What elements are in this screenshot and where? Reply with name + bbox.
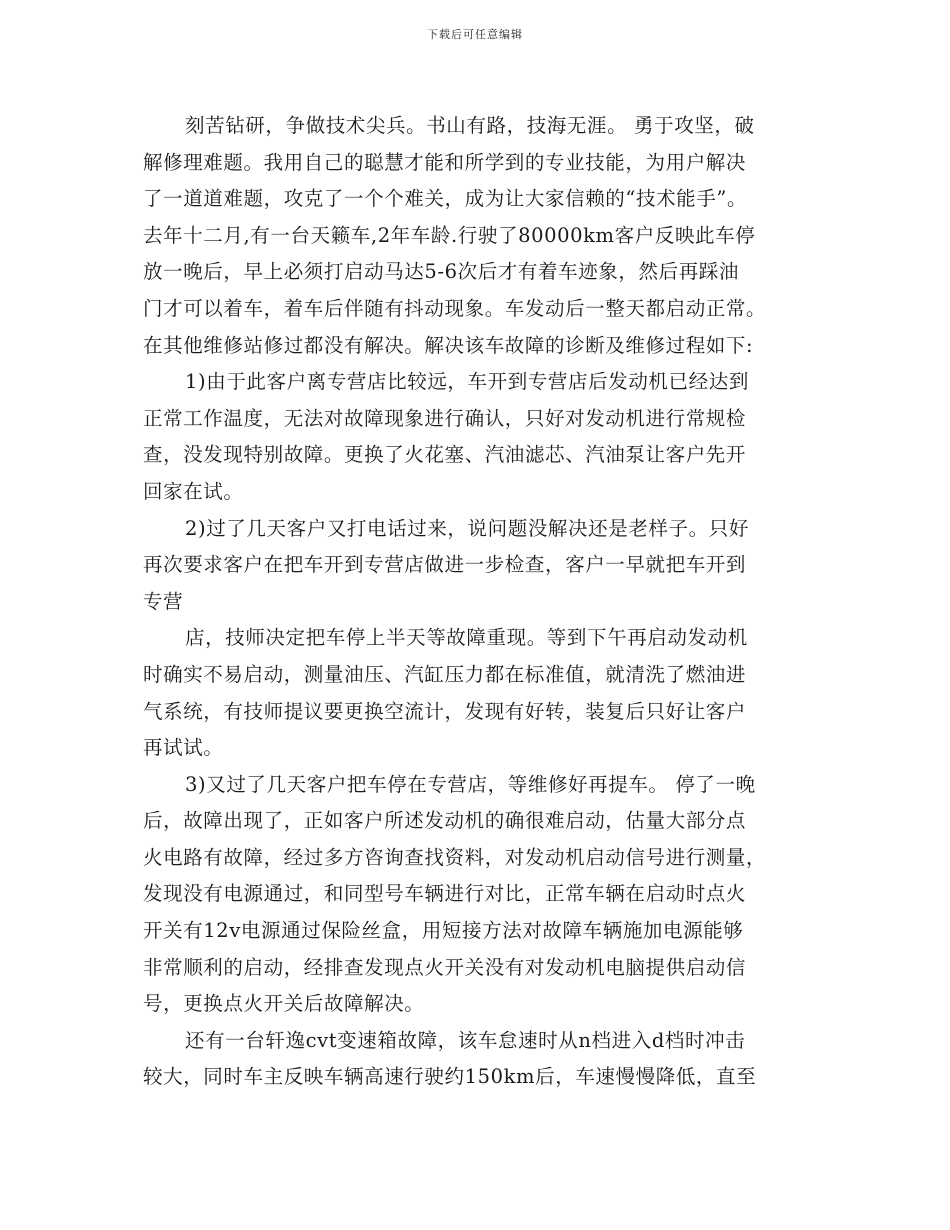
text-line: 非常顺利的启动，经排查发现点火开关没有对发动机电脑提供启动信 bbox=[143, 955, 747, 979]
page-header: 下载后可任意编辑 bbox=[427, 28, 523, 41]
text-line: 再试试。 bbox=[143, 736, 224, 760]
text-line: 解修理难题。我用自己的聪慧才能和所学到的专业技能，为用户解决 bbox=[143, 150, 747, 174]
text-line: 门才可以着车，着车后伴随有抖动现象。车发动后一整天都启动正常。 bbox=[143, 296, 767, 320]
text-line: 专营 bbox=[143, 589, 184, 613]
text-line: 火电路有故障，经过多方咨询查找资料，对发动机启动信号进行测量， bbox=[143, 845, 767, 869]
text-line: 正常工作温度，无法对故障现象进行确认，只好对发动机进行常规检 bbox=[143, 406, 747, 430]
text-line: 3)又过了几天客户把车停在专营店，等维修好再提车。 停了一晚 bbox=[185, 772, 756, 796]
document-body bbox=[143, 108, 808, 1096]
text-line: 再次要求客户在把车开到专营店做进一步检查，客户一早就把车开到 bbox=[143, 553, 747, 577]
text-line: 了一道道难题，攻克了一个个难关，成为让大家信赖的“技术能手”。 bbox=[143, 187, 748, 211]
text-line: 开关有12v电源通过保险丝盒，用短接方法对故障车辆施加电源能够 bbox=[143, 919, 744, 943]
text-line: 2)过了几天客户又打电话过来，说问题没解决还是老样子。只好 bbox=[185, 516, 749, 540]
text-line: 时确实不易启动，测量油压、汽缸压力都在标准值，就清洗了燃油进 bbox=[143, 662, 747, 686]
text-line: 回家在试。 bbox=[143, 479, 244, 503]
text-line: 气系统，有技师提议要更换空流计，发现有好转，装复后只好让客户 bbox=[143, 699, 747, 723]
text-line: 去年十二月,有一台天籁车,2年车龄.行驶了80000km客户反映此车停 bbox=[143, 223, 756, 247]
text-line: 发现没有电源通过，和同型号车辆进行对比，正常车辆在启动时点火 bbox=[143, 882, 747, 906]
text-line: 在其他维修站修过都没有解决。解决该车故障的诊断及维修过程如下: bbox=[143, 333, 754, 357]
text-line: 店，技师决定把车停上半天等故障重现。等到下午再启动发动机 bbox=[185, 626, 748, 650]
text-line: 后，故障出现了，正如客户所述发动机的确很难启动，估量大部分点 bbox=[143, 809, 747, 833]
text-line: 刻苦钻研，争做技术尖兵。书山有路，技海无涯。 勇于攻坚，破 bbox=[185, 114, 755, 137]
text-line: 放一晚后，早上必须打启动马达5-6次后才有着车迹象，然后再踩油 bbox=[143, 260, 740, 284]
text-line: 还有一台轩逸cvt变速箱故障，该车怠速时从n档进入d档时冲击 bbox=[185, 1028, 746, 1052]
text-line: 1)由于此客户离专营店比较远，车开到专营店后发动机已经达到 bbox=[185, 370, 749, 394]
text-line: 号，更换点火开关后故障解决。 bbox=[143, 992, 425, 1016]
text-line: 较大，同时车主反映车辆高速行驶约150km后，车速慢慢降低，直至 bbox=[143, 1065, 757, 1089]
text-line: 查，没发现特别故障。更换了火花塞、汽油滤芯、汽油泵让客户先开 bbox=[143, 443, 747, 467]
